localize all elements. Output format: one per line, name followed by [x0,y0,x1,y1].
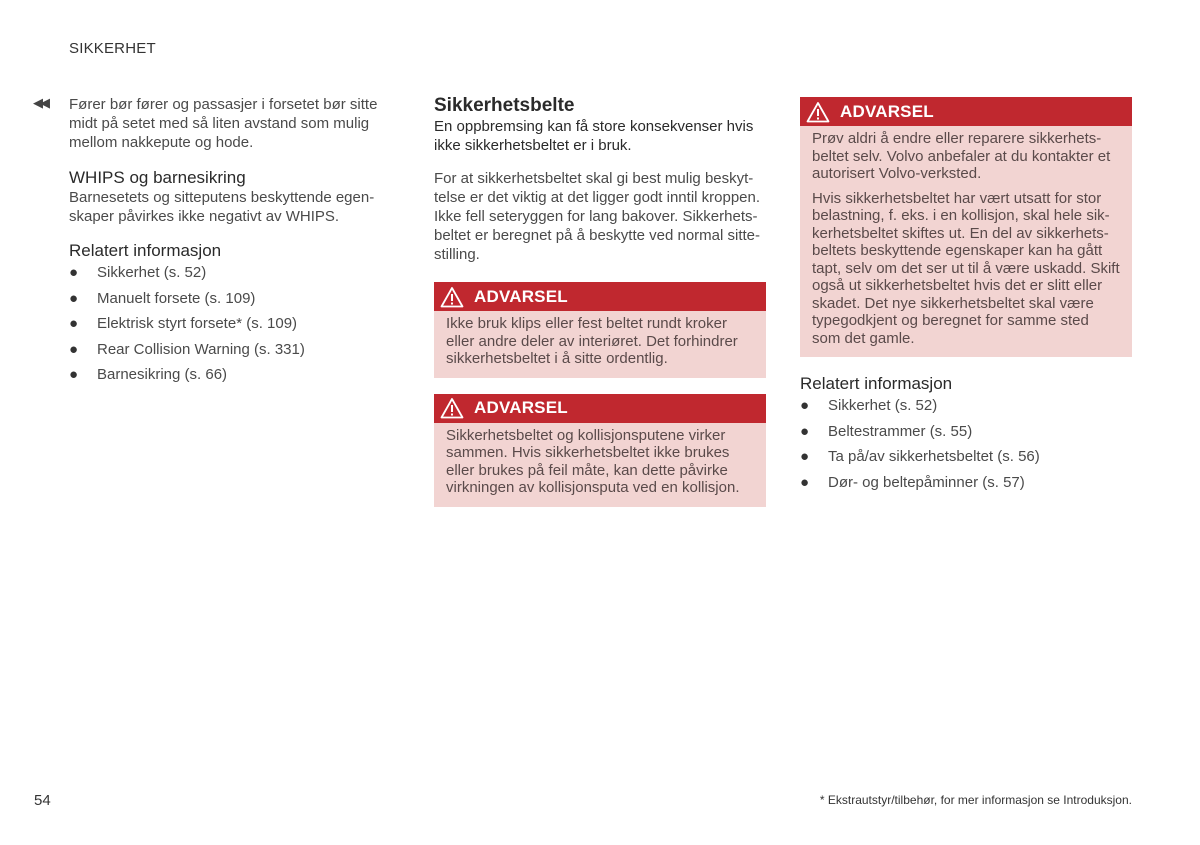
warning-box [800,97,1132,357]
warning-body [434,311,766,378]
footnote: * Ekstrautstyr/tilbehør, for mer informasjon se Introduksjon. [819,793,1132,807]
warning-header [434,394,766,423]
warning-triangle-icon [440,397,464,419]
related-link[interactable]: ● Sikkerhet (s. 52) [69,264,207,281]
related-link[interactable]: ● Rear Collision Warning (s. 331) [69,340,305,358]
warning-body [800,126,1132,357]
related-link[interactable]: ● Elektrisk styrt forsete* (s. 109) [69,315,298,332]
warning-triangle-icon [806,101,830,123]
intro-paragraph: Fører bør fører og passasjer i forsetet bør sitte midt på setet med så liten avstand som mulig mellom nakkepute og hode. [69,96,378,151]
related-link[interactable]: ● Dør- og beltepåminner (s. 57) [800,473,1025,491]
whips-heading: WHIPS og barnesikring [69,168,246,187]
warning-text: Hvis sikkerhetsbeltet har vært utsatt for stor belastning, f. eks. i en kollisjon, skal hele sik-kerhetsbeltet skiftes ut. En del av sikkerhets-beltets beskyttende egenskaper kan ha gått tapt, selv om det ser ut til å være uskadd. Skift også ut sikkerhetsbeltet hvis det er slitt eller skadet. Det nye sikkerhetsbeltet skal være typegodkjent og beregnet for samme sted som det gamle. [812,189,1120,347]
column-right [800,97,1132,498]
warning-title: ADVARSEL [840,101,934,121]
related-link[interactable]: ● Beltestrammer (s. 55) [800,422,973,440]
related-list [800,396,1132,492]
warning-triangle-icon [440,286,464,308]
page-title: Sikkerhetsbelte [434,95,575,116]
warning-body [434,423,766,507]
warning-title: ADVARSEL [474,286,568,306]
warning-header [434,282,766,311]
related-heading: Relatert informasjon [800,374,953,393]
related-list [69,263,389,384]
lead-paragraph: En oppbremsing kan få store konsekvenser hvis ikke sikkerhetsbeltet er i bruk. [434,118,754,154]
warning-text: Prøv aldri å endre eller reparere sikkerhets-beltet selv. Volvo anbefaler at du kontakter et autorisert Volvo-verksted. [812,130,1111,182]
warning-box [434,282,766,378]
related-link[interactable]: ● Manuelt forsete (s. 109) [69,289,256,307]
section-title: SIKKERHET [69,40,156,57]
warning-header [800,97,1132,126]
related-link[interactable]: ● Sikkerhet (s. 52) [800,397,938,414]
related-heading: Relatert informasjon [69,241,222,260]
double-left-arrow-icon: ◀◀ [33,95,47,110]
column-middle [434,95,766,507]
warning-box [434,394,766,507]
body-paragraph: For at sikkerhetsbeltet skal gi best mulig beskyt-telse er det viktig at det ligger godt inntil kroppen. Ikke fell seteryggen for lang bakover. Sikkerhets-beltet er beregnet på å beskytte ved normal sitte-stilling. [434,170,761,263]
whips-paragraph: Barnesetets og sitteputens beskyttende egen-skaper påvirkes ikke negativt av WHIPS. [69,189,375,225]
page-number: 54 [34,792,51,809]
warning-text: Ikke bruk klips eller fest beltet rundt kroker eller andre deler av interiøret. Det forhindrer sikkerhetsbeltet i å sitte ordentlig. [446,315,738,367]
related-link[interactable]: ● Barnesikring (s. 66) [69,366,228,383]
warning-text: Sikkerhetsbeltet og kollisjonsputene virker sammen. Hvis sikkerhetsbeltet ikke brukes eller brukes på feil måte, kan dette påvirke virkningen av kollisjonsputa ved en kollisjon. [446,426,740,496]
related-link[interactable]: ● Ta på/av sikkerhetsbeltet (s. 56) [800,448,1040,465]
warning-title: ADVARSEL [474,398,568,417]
column-left [69,95,389,391]
